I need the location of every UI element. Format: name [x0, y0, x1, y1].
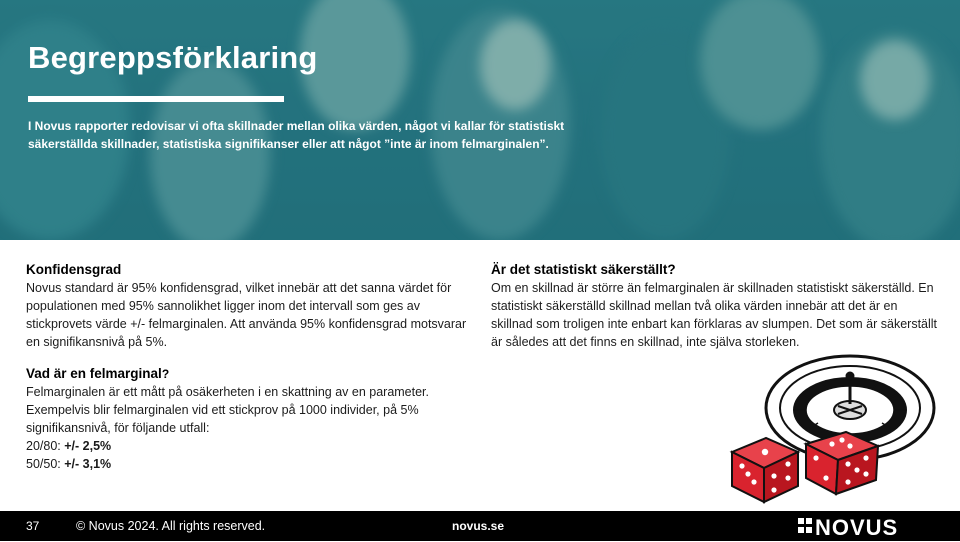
- copyright-text: © Novus 2024. All rights reserved.: [76, 519, 266, 533]
- page-number: 37: [26, 519, 40, 533]
- margin-heading-mark: ?: [161, 367, 170, 381]
- novus-logo-icon: [798, 515, 938, 542]
- website-link[interactable]: novus.se: [452, 519, 505, 533]
- outcome-margin: +/- 3,1%: [64, 457, 112, 471]
- confidence-heading: Konfidensgrad: [26, 262, 122, 277]
- significance-heading: Är det statistiskt säkerställt?: [491, 262, 676, 277]
- page-title: Begreppsförklaring: [28, 40, 318, 75]
- logo-text: NOVUS: [815, 515, 899, 537]
- outcome-margin: +/- 2,5%: [64, 439, 112, 453]
- left-column: [26, 261, 476, 473]
- hero-banner: [0, 0, 960, 240]
- footer-bar: [0, 511, 960, 541]
- intro-text: I Novus rapporter redovisar vi ofta skillnader mellan olika värden, något vi kallar för statistiskt säkerställda skillnader, statistiska signifikanser eller att något ”inte är inom felmarginalen”.: [28, 119, 565, 151]
- confidence-text: Novus standard är 95% konfidensgrad, vilket innebär att det sanna värdet för populationen med 95% sannolikhet ligger inom det intervall som ges av stickprovets värde +/- felmarginalen. Att använda 95% konfidensgrad motsvarar en signifikansnivå på 5%.: [26, 281, 467, 349]
- die-left-shape: [732, 438, 798, 502]
- outcome-split: 20/80:: [26, 439, 61, 453]
- margin-text: Felmarginalen är ett mått på osäkerheten i en skattning av en parameter. Exempelvis blir felmarginalen vid ett stickprov på 1000 individer, på 5% signifikansnivå, för följande utfall:: [26, 385, 430, 435]
- margin-heading-text: Vad är en felmarginal: [26, 366, 162, 381]
- title-underline: [28, 96, 284, 102]
- outcome-split: 50/50:: [26, 457, 61, 471]
- outcome-row: [26, 437, 476, 455]
- outcome-row: [26, 455, 476, 473]
- significance-text: Om en skillnad är större än felmarginalen är skillnaden statistiskt säkerställd. En statistiskt säkerställd skillnad mellan två olika värden innebär att det är en skillnad som troligen inte enbart kan förklaras av slumpen. Det som är säkerställt är således att det finns en skillnad, inte själva storleken.: [491, 281, 938, 349]
- margin-heading: [26, 365, 476, 383]
- right-column: [491, 261, 941, 351]
- roulette-and-dice-icon: [718, 348, 936, 508]
- die-right-shape: [806, 432, 878, 494]
